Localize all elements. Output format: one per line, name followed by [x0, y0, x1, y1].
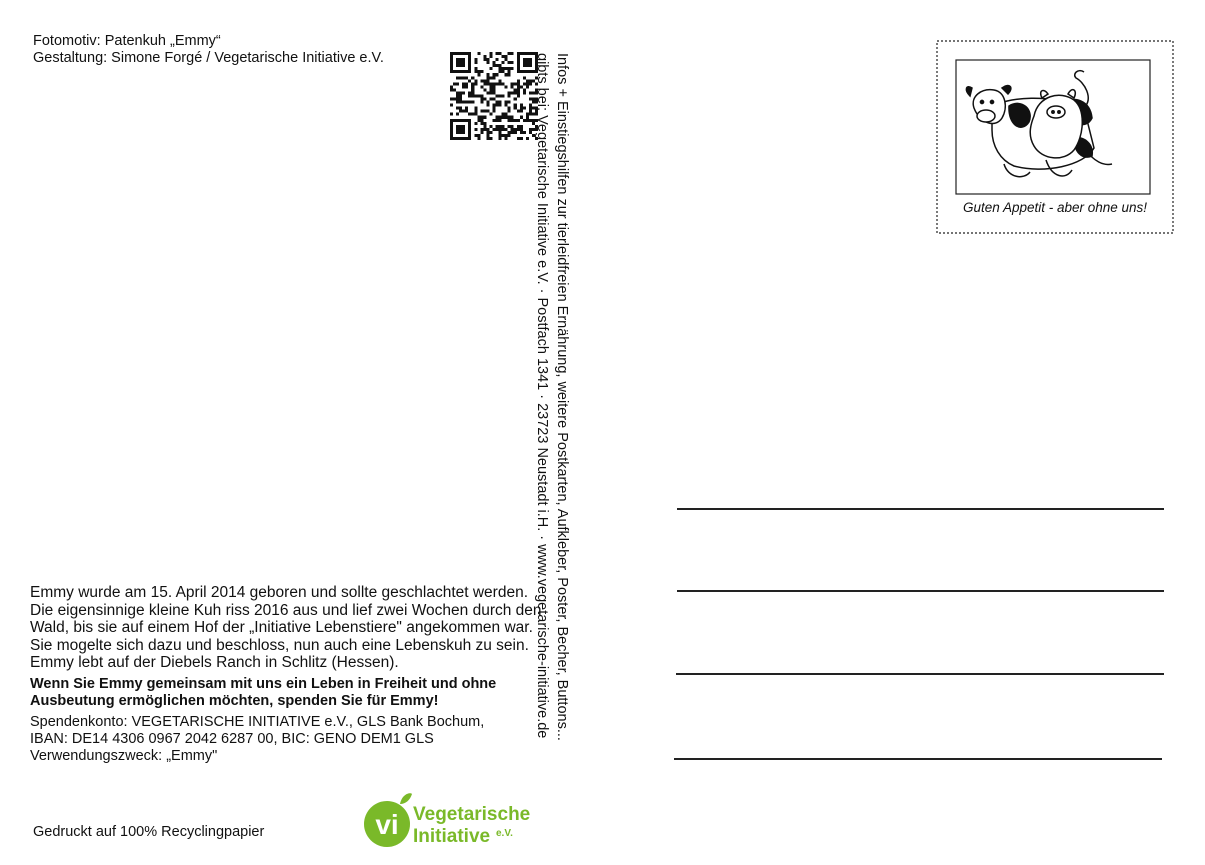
vertical-info-line2: gibts bei: Vegetarische Initiative e.V. · Postfach 1341 · 23723 Neustadt i.H. · www.vegetarische-initiative.de — [534, 53, 550, 739]
stamp-caption: Guten Appetit - aber ohne uns! — [962, 200, 1148, 215]
photo-credits — [33, 33, 384, 67]
logo-line1: Vegetarische — [413, 804, 531, 825]
credit-design: Gestaltung: Simone Forgé / Vegetarische Initiative e.V. — [33, 50, 384, 66]
address-line-4 — [674, 758, 1162, 760]
story-text: Emmy wurde am 15. April 2014 geboren und sollte geschlachtet werden. Die eigensinnige kleine Kuh riss 2016 aus und lief zwei Wochen durch den Wald, bis sie auf einem Hof der „Initiative Lebenstiere" angekommen war. Sie mogelte sich dazu und beschloss, nun auch eine Lebenskuh zu sein. Emmy lebt auf der Diebels Ranch in Schlitz (Hessen). — [30, 584, 542, 671]
vertical-info-line1: Infos + Einstiegshilfen zur tierleidfreien Ernährung, weitere Postkarten, Aufkleber, Poster, Becher, Buttons... — [554, 53, 570, 741]
donation-appeal: Wenn Sie Emmy gemeinsam mit uns ein Leben in Freiheit und ohne Ausbeutung ermöglichen möchten, spenden Sie für Emmy! — [30, 675, 497, 709]
logo-suffix: e.V. — [496, 828, 513, 839]
credit-photo: Fotomotiv: Patenkuh „Emmy“ — [33, 33, 221, 49]
printed-note: Gedruckt auf 100% Recyclingpapier — [33, 824, 265, 840]
qr-code-icon — [450, 50, 538, 142]
vegetarische-initiative-logo — [362, 790, 532, 850]
logo-line2: Initiative — [413, 826, 491, 847]
address-line-2 — [677, 590, 1164, 592]
logo-vi-text: vi — [375, 809, 399, 840]
bank-line-3: Verwendungszweck: „Emmy" — [30, 747, 218, 764]
bank-details — [30, 714, 550, 765]
story-block — [30, 584, 550, 765]
address-line-3 — [676, 673, 1164, 675]
address-line-1 — [677, 508, 1164, 510]
logo-mark-icon — [362, 790, 532, 850]
bank-line-2: IBAN: DE14 4306 0967 2042 6287 00, BIC: GENO DEM1 GLS — [30, 730, 434, 747]
bank-line-1: Spendenkonto: VEGETARISCHE INITIATIVE e.V., GLS Bank Bochum, — [30, 713, 485, 730]
